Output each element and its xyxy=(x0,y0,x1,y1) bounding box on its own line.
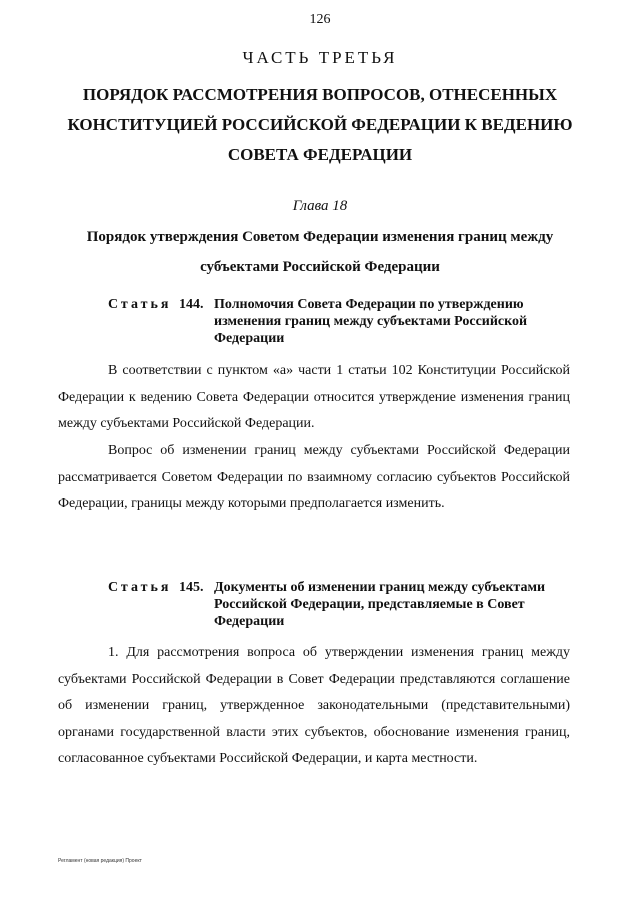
article-number: 145. xyxy=(178,580,204,595)
article-144-lead xyxy=(108,296,203,313)
footer-note: Регламент (новая редакция) Проект xyxy=(58,858,142,864)
article-145-paragraph-1: 1. Для рассмотрения вопроса об утверждении изменения границ между субъектами Российской Федерации в Совет Федерации представляются соглашение об изменении границ, утвержденное законодательными (представительными) органами государственной власти этих субъектов, обоснование изменения границ, согласованное субъектами Российской Федерации, и карта местности. xyxy=(58,645,570,766)
article-144-paragraph-2: Вопрос об изменении границ между субъектами Российской Федерации рассматривается Советом Федерации по взаимному согласию субъектов Российской Федерации, границы между которыми предполагается изменить. xyxy=(58,443,570,511)
article-number: 144. xyxy=(178,297,204,312)
article-145-title: Документы об изменении границ между субъектами Российской Федерации, представляемые в Совет Федерации xyxy=(214,580,546,629)
article-word: Статья xyxy=(108,297,172,312)
article-144-title: Полномочия Совета Федерации по утверждению изменения границ между субъектами Российской Федерации xyxy=(214,297,528,346)
article-144-paragraph-1: В соответствии с пунктом «а» части 1 статьи 102 Конституции Российской Федерации к ведению Совета Федерации относится утверждение изменения границ между субъектами Российской Федерации. xyxy=(58,363,570,431)
part-title: ПОРЯДОК РАССМОТРЕНИЯ ВОПРОСОВ, ОТНЕСЕННЫХ КОНСТИТУЦИЕЙ РОССИЙСКОЙ ФЕДЕРАЦИИ К ВЕДЕНИЮ СОВЕТА ФЕДЕРАЦИИ xyxy=(67,85,573,164)
chapter-title: Порядок утверждения Советом Федерации изменения границ между субъектами Российской Федерации xyxy=(86,229,554,275)
article-145-lead xyxy=(108,579,203,596)
article-144-heading xyxy=(108,296,578,347)
page-number: 126 xyxy=(309,12,331,27)
chapter-label: Глава 18 xyxy=(292,198,348,214)
article-145-heading xyxy=(108,579,578,630)
article-word: Статья xyxy=(108,580,172,595)
part-label: ЧАСТЬ ТРЕТЬЯ xyxy=(242,48,398,67)
